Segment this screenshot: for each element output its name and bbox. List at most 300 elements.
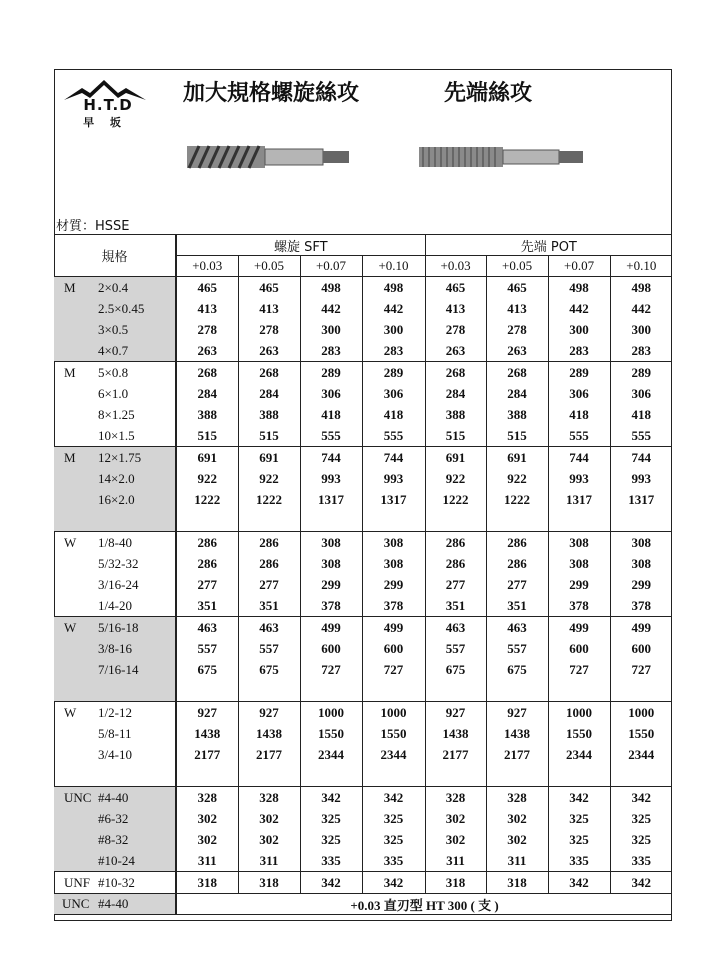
price-cell: 515 [425, 425, 486, 447]
price-cell: 325 [610, 829, 672, 850]
price-cell: 2344 [362, 744, 425, 765]
price-cell: 922 [486, 468, 548, 489]
price-cell: 557 [486, 638, 548, 659]
group-pot-header: 先端 POT [425, 235, 672, 256]
thread-size: 5/8-11 [98, 726, 132, 741]
price-cell: 325 [362, 808, 425, 829]
thread-type [54, 340, 98, 362]
price-cell: 727 [548, 659, 610, 680]
table-row [54, 383, 672, 404]
price-cell: 2177 [176, 744, 238, 765]
price-cell: 675 [176, 659, 238, 680]
price-cell: 278 [238, 319, 300, 340]
tolerance-header: +0.10 [610, 256, 672, 277]
price-cell: 1222 [425, 489, 486, 510]
thread-size: 4×0.7 [98, 340, 176, 362]
table-row [54, 362, 672, 384]
price-cell: 600 [362, 638, 425, 659]
thread-type [54, 595, 98, 617]
thread-size: #4-40 [98, 787, 176, 809]
thread-size: #10-32 [98, 872, 176, 894]
price-cell: 302 [486, 808, 548, 829]
price-cell: 311 [425, 850, 486, 872]
price-cell: 2344 [610, 744, 672, 765]
thread-size: 3×0.5 [98, 319, 176, 340]
price-cell: 328 [176, 787, 238, 809]
price-cell: 691 [238, 447, 300, 469]
price-cell: 691 [425, 447, 486, 469]
price-cell [425, 765, 486, 787]
price-cell: 600 [548, 638, 610, 659]
price-cell: 1550 [610, 723, 672, 744]
tolerance-header: +0.03 [425, 256, 486, 277]
price-cell: 325 [610, 808, 672, 829]
price-cell: 351 [176, 595, 238, 617]
price-cell: 308 [362, 553, 425, 574]
thread-type [54, 765, 98, 787]
price-cell: 922 [425, 468, 486, 489]
thread-type [54, 404, 98, 425]
tolerance-header: +0.10 [362, 256, 425, 277]
price-cell: 413 [486, 298, 548, 319]
price-cell: 284 [176, 383, 238, 404]
price-cell: 284 [425, 383, 486, 404]
price-cell: 308 [300, 532, 362, 554]
price-cell: 308 [362, 532, 425, 554]
price-cell: 1000 [300, 702, 362, 724]
price-cell: 283 [362, 340, 425, 362]
price-cell: 311 [238, 850, 300, 872]
price-cell: 442 [300, 298, 362, 319]
spiral-tap-image [187, 142, 352, 172]
table-row [54, 510, 672, 532]
price-cell: 557 [176, 638, 238, 659]
price-cell: 351 [238, 595, 300, 617]
thread-size: 12×1.75 [98, 447, 176, 469]
price-cell: 1000 [548, 702, 610, 724]
price-cell: 922 [238, 468, 300, 489]
table-row [54, 808, 672, 829]
price-cell: 388 [238, 404, 300, 425]
thread-type [54, 638, 98, 659]
price-cell: 555 [362, 425, 425, 447]
price-cell: 927 [176, 702, 238, 724]
thread-type: W [54, 702, 98, 724]
price-cell: 1438 [238, 723, 300, 744]
price-cell: 342 [548, 787, 610, 809]
thread-type: M [54, 362, 98, 384]
price-table [54, 234, 672, 915]
table-row [54, 872, 672, 894]
price-cell: 289 [610, 362, 672, 384]
price-cell: 286 [176, 553, 238, 574]
spec-header: 規格 [54, 235, 176, 277]
price-cell: 286 [238, 532, 300, 554]
price-cell: 378 [362, 595, 425, 617]
thread-type: W [54, 532, 98, 554]
thread-type [54, 680, 98, 702]
table-row [54, 617, 672, 639]
price-cell: 263 [425, 340, 486, 362]
thread-size: 16×2.0 [98, 489, 176, 510]
price-cell: 927 [425, 702, 486, 724]
price-cell: 277 [425, 574, 486, 595]
price-cell: 691 [176, 447, 238, 469]
price-cell: 927 [238, 702, 300, 724]
price-cell: 1317 [300, 489, 362, 510]
price-cell: 302 [238, 808, 300, 829]
price-cell [425, 680, 486, 702]
price-cell [176, 510, 238, 532]
price-cell: 342 [362, 872, 425, 894]
table-row [54, 702, 672, 724]
table-row [54, 723, 672, 744]
thread-size: #6-32 [98, 808, 176, 829]
price-cell: 378 [548, 595, 610, 617]
price-cell: 308 [610, 532, 672, 554]
footer-row [54, 894, 672, 915]
price-cell: 499 [362, 617, 425, 639]
price-cell: 325 [548, 829, 610, 850]
footer-size: #4-40 [98, 894, 176, 915]
thread-size: 7/16-14 [98, 659, 176, 680]
price-cell: 342 [300, 872, 362, 894]
price-cell: 1222 [176, 489, 238, 510]
table-row [54, 404, 672, 425]
thread-size: 1/4-20 [98, 598, 132, 613]
table-row [54, 319, 672, 340]
tolerance-header: +0.07 [300, 256, 362, 277]
price-cell: 2344 [300, 744, 362, 765]
price-cell: 318 [425, 872, 486, 894]
price-cell: 302 [176, 808, 238, 829]
price-cell: 463 [486, 617, 548, 639]
price-cell: 1550 [362, 723, 425, 744]
price-cell: 922 [176, 468, 238, 489]
price-cell: 465 [176, 277, 238, 299]
price-cell: 1000 [362, 702, 425, 724]
price-cell: 515 [486, 425, 548, 447]
price-cell: 1550 [300, 723, 362, 744]
table-row [54, 574, 672, 595]
price-cell: 299 [548, 574, 610, 595]
price-cell: 286 [425, 532, 486, 554]
price-cell: 927 [486, 702, 548, 724]
price-cell: 515 [238, 425, 300, 447]
table-row [54, 340, 672, 362]
thread-type: W [54, 617, 98, 639]
price-cell: 299 [362, 574, 425, 595]
brand-name: H.T.D [83, 96, 133, 114]
table-row [54, 595, 672, 617]
price-cell: 351 [486, 595, 548, 617]
price-cell: 727 [610, 659, 672, 680]
table-row [54, 829, 672, 850]
price-cell: 284 [486, 383, 548, 404]
price-cell: 1317 [362, 489, 425, 510]
thread-size: 5/16-18 [98, 617, 176, 639]
table-row [54, 659, 672, 680]
price-cell: 413 [425, 298, 486, 319]
price-cell: 418 [300, 404, 362, 425]
price-cell: 318 [176, 872, 238, 894]
price-cell: 289 [548, 362, 610, 384]
thread-type [54, 829, 98, 850]
price-cell [300, 680, 362, 702]
price-cell: 286 [425, 553, 486, 574]
price-cell: 1438 [486, 723, 548, 744]
price-cell: 557 [425, 638, 486, 659]
price-cell: 335 [300, 850, 362, 872]
price-cell: 1550 [548, 723, 610, 744]
thread-type [54, 808, 98, 829]
thread-size: 1/8-40 [98, 532, 176, 554]
price-cell: 286 [176, 532, 238, 554]
price-cell: 300 [610, 319, 672, 340]
thread-size: 6×1.0 [98, 386, 129, 401]
price-cell [238, 680, 300, 702]
table-row [54, 553, 672, 574]
price-cell: 463 [238, 617, 300, 639]
price-cell: 335 [548, 850, 610, 872]
price-cell: 325 [300, 808, 362, 829]
price-cell: 555 [300, 425, 362, 447]
price-cell: 413 [238, 298, 300, 319]
thread-size: 2×0.4 [98, 277, 176, 299]
price-cell: 325 [362, 829, 425, 850]
price-cell: 2177 [486, 744, 548, 765]
price-cell: 318 [486, 872, 548, 894]
table-row [54, 277, 672, 299]
point-tap-image [419, 143, 584, 171]
price-cell: 286 [238, 553, 300, 574]
tolerance-header: +0.05 [238, 256, 300, 277]
price-cell: 1222 [238, 489, 300, 510]
price-cell: 284 [238, 383, 300, 404]
price-cell: 278 [425, 319, 486, 340]
table-row [54, 850, 672, 872]
thread-type [54, 659, 98, 680]
thread-size: #8-32 [98, 829, 176, 850]
price-cell [300, 510, 362, 532]
price-cell: 283 [300, 340, 362, 362]
price-cell: 499 [610, 617, 672, 639]
price-cell: 351 [425, 595, 486, 617]
price-cell [548, 680, 610, 702]
price-cell: 993 [300, 468, 362, 489]
price-cell: 498 [362, 277, 425, 299]
price-cell: 286 [486, 532, 548, 554]
price-cell [238, 765, 300, 787]
price-cell: 498 [548, 277, 610, 299]
thread-type [54, 574, 98, 595]
price-cell: 2177 [238, 744, 300, 765]
price-cell: 465 [425, 277, 486, 299]
price-cell: 600 [610, 638, 672, 659]
price-cell: 300 [548, 319, 610, 340]
table-row [54, 765, 672, 787]
price-cell: 499 [300, 617, 362, 639]
thread-type: UNC [54, 787, 98, 809]
price-cell: 675 [486, 659, 548, 680]
title-spiral-tap: 加大規格螺旋絲攻 [183, 80, 360, 106]
table-row [54, 680, 672, 702]
price-cell: 465 [486, 277, 548, 299]
price-cell: 299 [610, 574, 672, 595]
price-cell [486, 680, 548, 702]
title-point-tap: 先端絲攻 [444, 80, 533, 106]
price-cell: 463 [176, 617, 238, 639]
tolerance-header: +0.07 [548, 256, 610, 277]
price-cell: 342 [610, 787, 672, 809]
price-cell: 289 [300, 362, 362, 384]
price-cell: 498 [300, 277, 362, 299]
price-cell: 263 [486, 340, 548, 362]
price-cell: 498 [610, 277, 672, 299]
thread-type [54, 489, 98, 510]
price-cell [362, 510, 425, 532]
price-cell: 744 [548, 447, 610, 469]
price-cell: 306 [610, 383, 672, 404]
thread-type [54, 510, 98, 532]
price-cell: 306 [548, 383, 610, 404]
price-cell [176, 765, 238, 787]
thread-size [98, 680, 176, 702]
price-cell: 555 [548, 425, 610, 447]
price-cell: 328 [486, 787, 548, 809]
thread-size: 14×2.0 [98, 468, 176, 489]
price-cell [486, 510, 548, 532]
material-label: 材質：HSSE [56, 219, 130, 234]
price-cell: 499 [548, 617, 610, 639]
price-cell: 378 [610, 595, 672, 617]
price-cell: 993 [548, 468, 610, 489]
thread-type [54, 468, 98, 489]
price-cell: 308 [610, 553, 672, 574]
price-cell: 442 [610, 298, 672, 319]
price-cell [362, 680, 425, 702]
price-cell: 263 [238, 340, 300, 362]
price-cell [610, 680, 672, 702]
thread-size: #10-24 [98, 850, 176, 872]
price-cell: 306 [300, 383, 362, 404]
price-cell: 328 [425, 787, 486, 809]
thread-size [98, 765, 176, 787]
price-cell: 744 [610, 447, 672, 469]
price-cell [486, 765, 548, 787]
price-cell: 325 [548, 808, 610, 829]
price-cell: 675 [425, 659, 486, 680]
thread-type [54, 298, 98, 319]
price-cell: 442 [362, 298, 425, 319]
price-cell [610, 510, 672, 532]
table-row [54, 532, 672, 554]
thread-type: M [54, 447, 98, 469]
price-cell: 286 [486, 553, 548, 574]
price-cell: 328 [238, 787, 300, 809]
price-cell: 744 [300, 447, 362, 469]
price-cell: 388 [176, 404, 238, 425]
price-cell: 263 [176, 340, 238, 362]
price-cell: 268 [425, 362, 486, 384]
price-cell: 691 [486, 447, 548, 469]
price-cell: 335 [362, 850, 425, 872]
thread-type [54, 744, 98, 765]
table-row [54, 787, 672, 809]
thread-size: 5×0.8 [98, 362, 176, 384]
price-cell: 1438 [425, 723, 486, 744]
price-cell: 283 [548, 340, 610, 362]
tolerance-header: +0.03 [176, 256, 238, 277]
price-cell: 277 [176, 574, 238, 595]
price-cell: 342 [548, 872, 610, 894]
price-cell [300, 765, 362, 787]
price-cell: 268 [176, 362, 238, 384]
price-cell: 557 [238, 638, 300, 659]
brand-subtitle: 早 坂 [83, 116, 127, 129]
price-cell [176, 680, 238, 702]
price-cell: 308 [548, 553, 610, 574]
price-cell: 342 [362, 787, 425, 809]
price-cell: 675 [238, 659, 300, 680]
price-cell: 418 [610, 404, 672, 425]
thread-type [54, 723, 98, 744]
price-cell: 306 [362, 383, 425, 404]
price-cell: 335 [610, 850, 672, 872]
price-cell: 300 [300, 319, 362, 340]
price-cell: 378 [300, 595, 362, 617]
thread-type [54, 553, 98, 574]
footer-note: +0.03 直刃型 HT 300 ( 支 ) [176, 894, 672, 915]
price-cell: 463 [425, 617, 486, 639]
thread-size: 1/2-12 [98, 702, 176, 724]
thread-size: 10×1.5 [98, 428, 135, 443]
price-cell: 283 [610, 340, 672, 362]
price-cell [548, 765, 610, 787]
price-cell: 268 [238, 362, 300, 384]
footer-prefix: UNC [54, 894, 98, 915]
thread-size: 3/16-24 [98, 577, 139, 592]
price-cell: 300 [362, 319, 425, 340]
table-row [54, 447, 672, 469]
table-row [54, 468, 672, 489]
price-cell: 555 [610, 425, 672, 447]
price-cell: 308 [300, 553, 362, 574]
price-cell: 302 [425, 829, 486, 850]
price-cell: 308 [548, 532, 610, 554]
price-cell: 515 [176, 425, 238, 447]
price-cell: 418 [548, 404, 610, 425]
price-cell: 388 [486, 404, 548, 425]
thread-size: 8×1.25 [98, 407, 135, 422]
group-sft-header: 螺旋 SFT [176, 235, 425, 256]
price-cell: 311 [486, 850, 548, 872]
price-cell: 268 [486, 362, 548, 384]
price-cell: 413 [176, 298, 238, 319]
price-cell: 465 [238, 277, 300, 299]
price-cell [548, 510, 610, 532]
price-cell: 277 [238, 574, 300, 595]
thread-type [54, 850, 98, 872]
price-cell: 2344 [548, 744, 610, 765]
thread-type [54, 319, 98, 340]
table-row [54, 298, 672, 319]
thread-size: 3/8-16 [98, 638, 176, 659]
thread-size [98, 510, 176, 532]
thread-size: 5/32-32 [98, 556, 139, 571]
price-cell: 727 [300, 659, 362, 680]
thread-type [54, 425, 98, 447]
